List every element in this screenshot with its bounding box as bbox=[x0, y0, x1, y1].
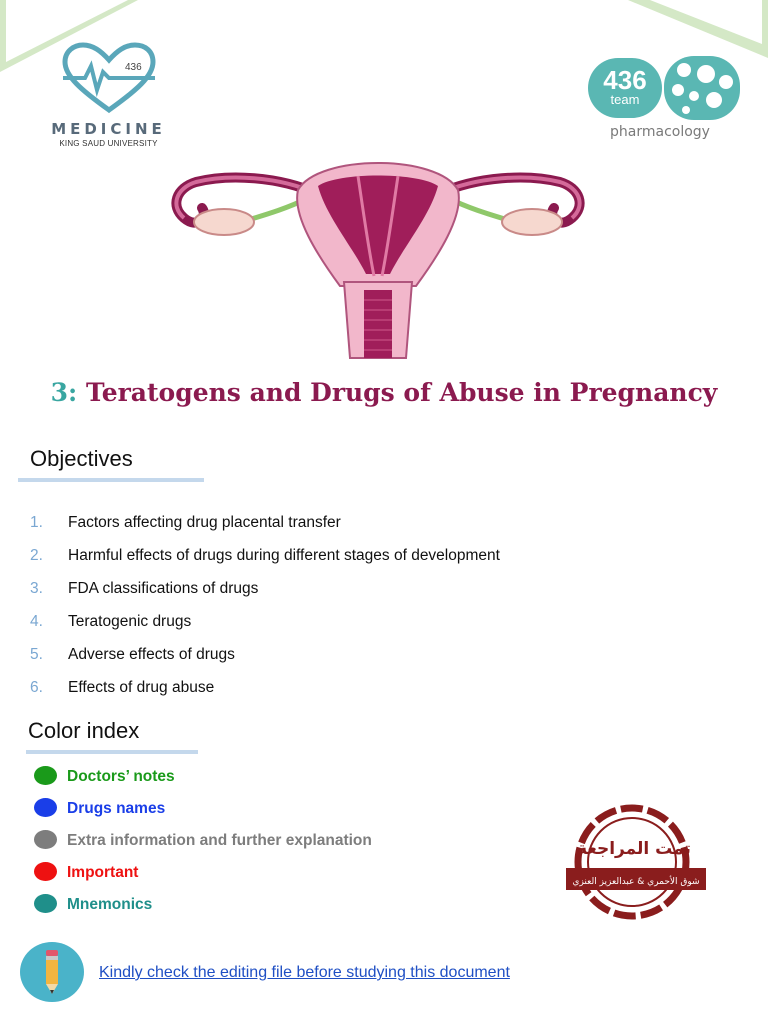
team-badge bbox=[588, 58, 662, 118]
color-index-item: Extra information and further explanation bbox=[34, 828, 372, 860]
title-number: 3: bbox=[50, 378, 78, 407]
team-logo-number: 436 bbox=[603, 65, 647, 95]
stamp-text-main: تمت المراجعة bbox=[577, 839, 691, 859]
objectives-underline bbox=[18, 478, 204, 482]
pencil-icon-badge bbox=[20, 942, 84, 1002]
review-stamp bbox=[560, 802, 710, 926]
editing-file-link[interactable]: Kindly check the editing file before studying this document bbox=[99, 964, 510, 981]
color-index-list bbox=[34, 764, 372, 924]
heart-pulse-icon bbox=[61, 42, 157, 114]
medicine-logo-word: MEDICINE bbox=[51, 120, 166, 138]
color-index-item: Drugs names bbox=[34, 796, 372, 828]
color-index-item: Mnemonics bbox=[34, 892, 372, 924]
color-dot-icon bbox=[34, 830, 57, 849]
uterus-illustration bbox=[168, 146, 588, 362]
stamp-text-names: شوق الأحمري & عبدالعزيز العنزي bbox=[572, 877, 700, 887]
color-index-item: Important bbox=[34, 860, 372, 892]
objectives-list bbox=[30, 508, 500, 706]
list-item: 3. FDA classifications of drugs bbox=[30, 580, 259, 597]
list-item: 5. Adverse effects of drugs bbox=[30, 646, 235, 663]
team-logo bbox=[584, 54, 744, 146]
color-dot-icon bbox=[34, 894, 57, 913]
color-index-underline bbox=[26, 750, 198, 754]
color-dot-icon bbox=[34, 798, 57, 817]
corner-decoration-right bbox=[628, 0, 768, 60]
objectives-heading: Objectives bbox=[30, 446, 133, 471]
list-item: 4. Teratogenic drugs bbox=[30, 613, 192, 630]
list-item: 6. Effects of drug abuse bbox=[30, 679, 215, 696]
medicine-logo-university: KING SAUD UNIVERSITY bbox=[59, 139, 158, 148]
pills-icon bbox=[664, 56, 740, 120]
title-text: Teratogens and Drugs of Abuse in Pregnancy bbox=[86, 378, 718, 407]
medicine-logo-number: 436 bbox=[124, 62, 142, 73]
team-logo-subject: pharmacology bbox=[610, 124, 710, 140]
medicine-logo bbox=[36, 42, 181, 152]
color-index-heading: Color index bbox=[28, 718, 140, 743]
list-item: 1. Factors affecting drug placental transfer bbox=[30, 514, 341, 531]
color-index-item: Doctors’ notes bbox=[34, 764, 372, 796]
list-item: 2. Harmful effects of drugs during different stages of development bbox=[30, 547, 500, 564]
pencil-icon bbox=[38, 948, 66, 996]
color-dot-icon bbox=[34, 862, 57, 881]
page-title bbox=[0, 378, 768, 407]
team-logo-label: team bbox=[610, 92, 640, 107]
color-dot-icon bbox=[34, 766, 57, 785]
